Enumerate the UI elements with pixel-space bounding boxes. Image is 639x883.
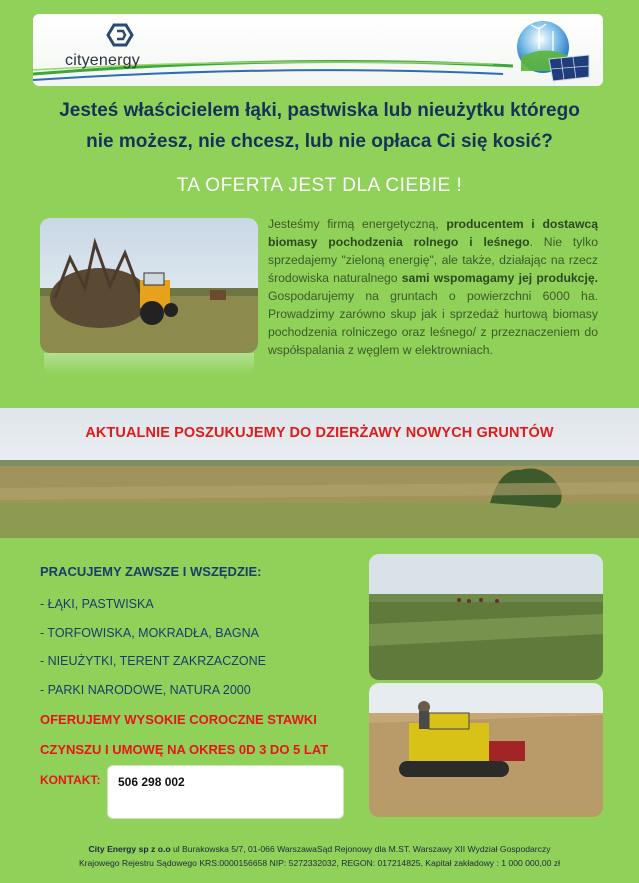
footer-address: ul Burakowska 5/7, 01-066 WarszawaSąd Rejonowy dla M.ST. Warszawy XII Wydział Gospodarczy [170,844,551,854]
headline-line-2: nie możesz, nie chcesz, lub nie opłaca Ci się kosić? [86,131,553,152]
work-item: - TORFOWISKA, MOKRADŁA, BAGNA [40,626,260,640]
footer-line-1 [0,842,639,856]
rates-line-2: CZYNSZU I UMOWĘ NA OKRES 0D 3 DO 5 LAT [40,742,329,757]
meadow-banner [0,408,639,538]
logo-bar [33,14,603,86]
intro-text-1: Jesteśmy firmą energetyczną, [268,217,447,231]
globe-solar-icon [509,19,591,83]
contact-phone[interactable]: 506 298 002 [118,775,185,789]
tractor-photo [40,218,258,353]
footer-company: City Energy sp z o.o [88,844,171,854]
footer-line-2: Krajowego Rejestru Sądowego KRS:0000156658 NIP: 5272332032, REGON: 017214825, Kapitał zakładowy : 1 000 000,00 zł [78,858,561,868]
contact-label: KONTAKT: [40,773,101,787]
work-list-title: PRACUJEMY ZAWSZE I WSZĘDZIE: [40,564,262,579]
intro-text-3: Gospodarujemy na gruntach o powierzchni 6000 ha. Prowadzimy zarówno skup jak i sprzedaż hurtową biomasy pochodzenia rolniczego oraz leśnego/ z przeznaczeniem do współspalania z węglem w elektrowniach. [268,289,598,357]
harvester-image [369,683,603,817]
tractor-photo-image [40,218,258,353]
rates-line-1: OFERUJEMY WYSOKIE COROCZNE STAWKI [40,712,317,727]
contact-box [107,765,344,819]
offer-tagline: TA OFERTA JEST DLA CIEBIE ! [176,175,463,196]
work-item: - ŁĄKI, PASTWISKA [40,597,154,611]
cityenergy-logo-icon [105,22,135,48]
intro-bold-2: sami wspomagamy jej produkcję. [401,271,598,285]
brand-name: cityenergy [65,52,140,69]
intro-text-2: . Nie tylko sprzedajemy "zieloną energię", ale także, działając na rzecz środowiska naturalnego [268,235,598,285]
intro-bold-1: producentem i dostawcą biomasy pochodzenia rolnego i leśnego [268,217,598,249]
company-intro [268,215,598,359]
mowed-field-photo [369,554,603,680]
headline [0,95,639,157]
mowed-field-image [369,554,603,680]
work-item: - PARKI NARODOWE, NATURA 2000 [40,683,251,697]
harvester-photo [369,683,603,817]
work-item: - NIEUŻYTKI, TERENT ZAKRZACZONE [40,654,266,668]
footer [0,842,639,870]
headline-line-1: Jesteś właścicielem łąki, pastwiska lub nieużytku którego [59,100,580,121]
banner-title: AKTUALNIE POSZUKUJEMY DO DZIERŻAWY NOWYCH GRUNTÓW [85,425,554,441]
tractor-photo-reflection [44,353,254,375]
